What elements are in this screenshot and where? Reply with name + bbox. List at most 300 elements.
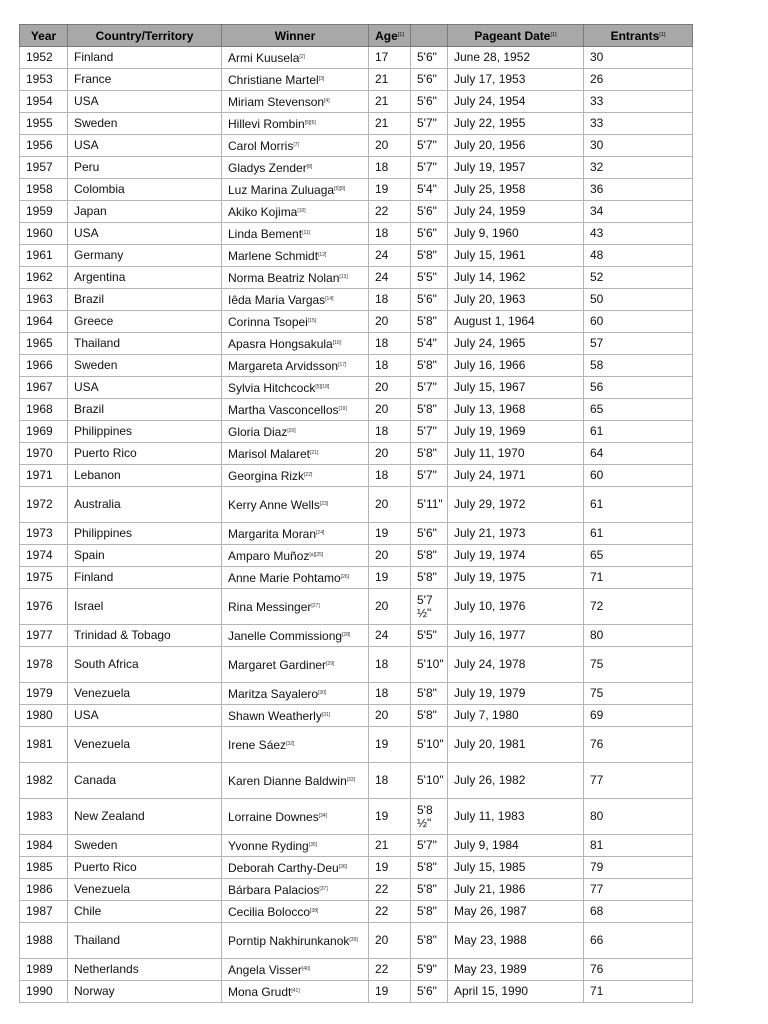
cell-country: Norway (68, 981, 222, 1003)
cell-winner: Akiko Kojima[10] (222, 201, 369, 223)
cell-year: 1953 (20, 69, 68, 91)
cell-year: 1971 (20, 465, 68, 487)
cell-age: 20 (369, 487, 411, 523)
citation-ref[interactable]: [19] (338, 405, 347, 412)
cell-entrants: 58 (584, 355, 693, 377)
cell-winner: Kerry Anne Wells[23] (222, 487, 369, 523)
cell-entrants: 33 (584, 113, 693, 135)
citation-ref[interactable]: [37] (319, 885, 328, 892)
citation-ref[interactable]: [15] (307, 317, 317, 324)
cell-entrants: 71 (584, 981, 693, 1003)
cell-pageant-date: July 14, 1962 (448, 267, 584, 289)
cell-pageant-date: July 20, 1963 (448, 289, 584, 311)
cell-country: Australia (68, 487, 222, 523)
cell-winner: Gloria Diaz[20] (222, 421, 369, 443)
table-row (20, 267, 693, 289)
citation-ref[interactable]: [22] (304, 471, 313, 478)
citation-ref[interactable]: [23] (319, 500, 329, 507)
table-row (20, 959, 693, 981)
cell-country: Lebanon (68, 465, 222, 487)
cell-winner: Hillevi Rombin[5][6] (222, 113, 369, 135)
table-row (20, 763, 693, 799)
cell-height: 5'10" (411, 647, 448, 683)
cell-pageant-date: July 25, 1958 (448, 179, 584, 201)
table-row (20, 355, 693, 377)
cell-age: 20 (369, 443, 411, 465)
table-row (20, 443, 693, 465)
citation-ref[interactable]: [41] (291, 987, 300, 994)
cell-height: 5'8" (411, 705, 448, 727)
cell-pageant-date: May 23, 1989 (448, 959, 584, 981)
cell-country: Brazil (68, 289, 222, 311)
header-entrants: Entrants[1] (584, 25, 693, 47)
cell-pageant-date: May 23, 1988 (448, 923, 584, 959)
cell-country: Greece (68, 311, 222, 333)
table-row (20, 91, 693, 113)
cell-winner: Margarita Moran[24] (222, 523, 369, 545)
table-row (20, 523, 693, 545)
cell-country: Sweden (68, 835, 222, 857)
cell-pageant-date: July 19, 1974 (448, 545, 584, 567)
cell-winner: Margaret Gardiner[29] (222, 647, 369, 683)
cell-winner: Irene Sáez[32] (222, 727, 369, 763)
cell-country: Peru (68, 157, 222, 179)
cell-height: 5'7" (411, 135, 448, 157)
cell-winner: Luz Marina Zuluaga[5][9] (222, 179, 369, 201)
cell-country: Germany (68, 245, 222, 267)
cell-country: Brazil (68, 399, 222, 421)
cell-entrants: 80 (584, 799, 693, 835)
cell-country: Israel (68, 589, 222, 625)
cell-country: Chile (68, 901, 222, 923)
cell-age: 18 (369, 465, 411, 487)
citation-ref[interactable]: [5][18] (315, 383, 330, 390)
cell-height: 5'6" (411, 523, 448, 545)
cell-height: 5'5" (411, 267, 448, 289)
cell-entrants: 71 (584, 567, 693, 589)
cell-entrants: 56 (584, 377, 693, 399)
header-pageant-date: Pageant Date[1] (448, 25, 584, 47)
cell-pageant-date: July 15, 1967 (448, 377, 584, 399)
cell-entrants: 80 (584, 625, 693, 647)
cell-height: 5'8" (411, 399, 448, 421)
citation-ref[interactable]: [34] (318, 812, 328, 819)
table-row (20, 223, 693, 245)
table-row (20, 289, 693, 311)
citation-ref[interactable]: [16] (332, 339, 342, 346)
cell-entrants: 48 (584, 245, 693, 267)
cell-entrants: 33 (584, 91, 693, 113)
table-row (20, 245, 693, 267)
cell-year: 1976 (20, 589, 68, 625)
cell-country: Spain (68, 545, 222, 567)
cell-pageant-date: July 26, 1982 (448, 763, 584, 799)
cell-height: 5'10" (411, 727, 448, 763)
cell-height: 5'7" (411, 465, 448, 487)
cell-height: 5'7 ½" (411, 589, 448, 625)
cell-country: USA (68, 135, 222, 157)
cell-year: 1962 (20, 267, 68, 289)
cell-country: Netherlands (68, 959, 222, 981)
cell-year: 1984 (20, 835, 68, 857)
table-row (20, 157, 693, 179)
cell-age: 18 (369, 355, 411, 377)
citation-ref[interactable]: [5][6] (304, 119, 316, 126)
cell-entrants: 68 (584, 901, 693, 923)
cell-pageant-date: May 26, 1987 (448, 901, 584, 923)
cell-height: 5'6" (411, 47, 448, 69)
winners-table (19, 24, 693, 1003)
cell-country: France (68, 69, 222, 91)
table-row (20, 545, 693, 567)
cell-age: 18 (369, 157, 411, 179)
citation-ref[interactable]: [2] (299, 53, 305, 60)
cell-winner: Deborah Carthy-Deu[36] (222, 857, 369, 879)
cell-country: New Zealand (68, 799, 222, 835)
table-row (20, 683, 693, 705)
cell-age: 20 (369, 135, 411, 157)
cell-year: 1983 (20, 799, 68, 835)
cell-height: 5'11" (411, 487, 448, 523)
table-row (20, 625, 693, 647)
cell-age: 22 (369, 879, 411, 901)
cell-pageant-date: July 20, 1981 (448, 727, 584, 763)
cell-year: 1963 (20, 289, 68, 311)
cell-entrants: 79 (584, 857, 693, 879)
cell-age: 20 (369, 545, 411, 567)
cell-age: 21 (369, 113, 411, 135)
cell-country: Venezuela (68, 879, 222, 901)
cell-country: Puerto Rico (68, 443, 222, 465)
cell-winner: Cecilia Bolocco[38] (222, 901, 369, 923)
cell-country: Colombia (68, 179, 222, 201)
cell-height: 5'7" (411, 113, 448, 135)
cell-winner: Porntip Nakhirunkanok[39] (222, 923, 369, 959)
citation-ref[interactable]: [10] (297, 207, 306, 214)
cell-entrants: 50 (584, 289, 693, 311)
cell-pageant-date: July 10, 1976 (448, 589, 584, 625)
cell-year: 1967 (20, 377, 68, 399)
table-row (20, 901, 693, 923)
cell-entrants: 69 (584, 705, 693, 727)
cell-pageant-date: July 13, 1968 (448, 399, 584, 421)
cell-entrants: 32 (584, 157, 693, 179)
cell-age: 19 (369, 523, 411, 545)
cell-pageant-date: July 11, 1983 (448, 799, 584, 835)
cell-entrants: 75 (584, 683, 693, 705)
cell-entrants: 77 (584, 879, 693, 901)
cell-pageant-date: July 15, 1985 (448, 857, 584, 879)
cell-entrants: 34 (584, 201, 693, 223)
cell-age: 24 (369, 267, 411, 289)
cell-height: 5'8" (411, 857, 448, 879)
cell-age: 19 (369, 727, 411, 763)
citation-ref[interactable]: [3] (318, 75, 325, 82)
cell-pageant-date: July 20, 1956 (448, 135, 584, 157)
citation-ref[interactable]: [26] (340, 573, 350, 580)
table-row (20, 399, 693, 421)
cell-pageant-date: July 19, 1975 (448, 567, 584, 589)
cell-winner: Janelle Commissiong[28] (222, 625, 369, 647)
cell-country: Finland (68, 567, 222, 589)
cell-height: 5'8 ½" (411, 799, 448, 835)
table-row (20, 333, 693, 355)
cell-height: 5'4" (411, 179, 448, 201)
citation-ref[interactable]: [5][9] (334, 185, 346, 192)
cell-winner: Marlene Schmidt[12] (222, 245, 369, 267)
citation-ref[interactable]: [36] (338, 863, 348, 870)
cell-height: 5'8" (411, 355, 448, 377)
cell-pageant-date: July 15, 1961 (448, 245, 584, 267)
table-row (20, 647, 693, 683)
table-row (20, 589, 693, 625)
cell-year: 1989 (20, 959, 68, 981)
cell-age: 20 (369, 311, 411, 333)
cell-pageant-date: July 9, 1984 (448, 835, 584, 857)
cell-winner: Apasra Hongsakula[16] (222, 333, 369, 355)
citation-ref[interactable]: [38] (310, 907, 319, 914)
citation-ref[interactable]: [28] (342, 631, 351, 638)
cell-age: 18 (369, 763, 411, 799)
citation-ref[interactable]: [12] (318, 251, 327, 258)
cell-country: Venezuela (68, 683, 222, 705)
cell-year: 1990 (20, 981, 68, 1003)
header-height (411, 25, 448, 47)
cell-height: 5'8" (411, 311, 448, 333)
cell-height: 5'7" (411, 157, 448, 179)
cell-country: Trinidad & Tobago (68, 625, 222, 647)
citation-ref[interactable]: [39] (349, 936, 358, 943)
cell-year: 1970 (20, 443, 68, 465)
table-body (20, 47, 693, 1003)
cell-entrants: 76 (584, 727, 693, 763)
citation-ref[interactable]: [17] (338, 361, 347, 368)
table-row (20, 567, 693, 589)
cell-entrants: 76 (584, 959, 693, 981)
cell-entrants: 77 (584, 763, 693, 799)
cell-country: USA (68, 223, 222, 245)
cell-pageant-date: July 21, 1973 (448, 523, 584, 545)
cell-entrants: 60 (584, 465, 693, 487)
table-row (20, 47, 693, 69)
cell-country: Finland (68, 47, 222, 69)
cell-age: 19 (369, 857, 411, 879)
cell-winner: Angela Visser[40] (222, 959, 369, 981)
cell-pageant-date: July 24, 1965 (448, 333, 584, 355)
cell-height: 5'7" (411, 835, 448, 857)
cell-year: 1982 (20, 763, 68, 799)
cell-entrants: 72 (584, 589, 693, 625)
cell-pageant-date: April 15, 1990 (448, 981, 584, 1003)
cell-pageant-date: July 19, 1957 (448, 157, 584, 179)
cell-country: Argentina (68, 267, 222, 289)
cell-height: 5'9" (411, 959, 448, 981)
header-age: Age[1] (369, 25, 411, 47)
cell-year: 1987 (20, 901, 68, 923)
cell-year: 1952 (20, 47, 68, 69)
citation-ref[interactable]: [32] (286, 740, 295, 747)
header-country: Country/Territory (68, 25, 222, 47)
cell-height: 5'6" (411, 981, 448, 1003)
cell-year: 1955 (20, 113, 68, 135)
cell-pageant-date: July 21, 1986 (448, 879, 584, 901)
cell-winner: Maritza Sayalero[30] (222, 683, 369, 705)
cell-year: 1954 (20, 91, 68, 113)
cell-year: 1988 (20, 923, 68, 959)
cell-age: 18 (369, 289, 411, 311)
table-row (20, 421, 693, 443)
cell-entrants: 65 (584, 399, 693, 421)
cell-country: Sweden (68, 355, 222, 377)
cell-country: Sweden (68, 113, 222, 135)
cell-year: 1978 (20, 647, 68, 683)
header-row (20, 25, 693, 47)
cell-year: 1975 (20, 567, 68, 589)
table-row (20, 879, 693, 901)
cell-age: 19 (369, 179, 411, 201)
cell-pageant-date: July 11, 1970 (448, 443, 584, 465)
cell-year: 1969 (20, 421, 68, 443)
cell-winner: Yvonne Ryding[35] (222, 835, 369, 857)
citation-ref[interactable]: [7] (293, 141, 299, 148)
cell-winner: Miriam Stevenson[4] (222, 91, 369, 113)
cell-country: South Africa (68, 647, 222, 683)
header-year: Year (20, 25, 68, 47)
cell-pageant-date: July 24, 1954 (448, 91, 584, 113)
cell-country: USA (68, 91, 222, 113)
citation-ref[interactable]: [21] (310, 449, 319, 456)
cell-winner: Corinna Tsopei[15] (222, 311, 369, 333)
cell-country: Philippines (68, 523, 222, 545)
cell-year: 1957 (20, 157, 68, 179)
cell-height: 5'6" (411, 223, 448, 245)
cell-age: 18 (369, 647, 411, 683)
cell-height: 5'7" (411, 421, 448, 443)
cell-age: 19 (369, 981, 411, 1003)
cell-age: 22 (369, 959, 411, 981)
cell-entrants: 61 (584, 487, 693, 523)
citation-ref[interactable]: [31] (321, 711, 331, 718)
cell-height: 5'6" (411, 91, 448, 113)
cell-age: 21 (369, 69, 411, 91)
citation-ref[interactable]: [24] (316, 529, 325, 536)
cell-pageant-date: July 24, 1959 (448, 201, 584, 223)
cell-year: 1956 (20, 135, 68, 157)
cell-winner: Gladys Zender[8] (222, 157, 369, 179)
cell-year: 1985 (20, 857, 68, 879)
cell-entrants: 64 (584, 443, 693, 465)
cell-entrants: 60 (584, 311, 693, 333)
cell-country: Puerto Rico (68, 857, 222, 879)
citation-ref[interactable]: [20] (287, 427, 296, 434)
cell-winner: Marisol Malaret[21] (222, 443, 369, 465)
table-row (20, 981, 693, 1003)
citation-ref[interactable]: [27] (311, 602, 320, 609)
cell-winner: Martha Vasconcellos[19] (222, 399, 369, 421)
cell-country: Japan (68, 201, 222, 223)
table-row (20, 857, 693, 879)
cell-entrants: 81 (584, 835, 693, 857)
citation-ref[interactable]: [33] (346, 776, 356, 783)
citation-ref[interactable]: [29] (326, 660, 335, 667)
table-row (20, 113, 693, 135)
cell-height: 5'5" (411, 625, 448, 647)
cell-age: 22 (369, 201, 411, 223)
cell-year: 1958 (20, 179, 68, 201)
cell-country: Philippines (68, 421, 222, 443)
cell-age: 18 (369, 333, 411, 355)
cell-winner: Linda Bement[11] (222, 223, 369, 245)
cell-pageant-date: July 7, 1980 (448, 705, 584, 727)
citation-ref[interactable]: [40] (301, 965, 311, 972)
cell-height: 5'6" (411, 289, 448, 311)
cell-year: 1966 (20, 355, 68, 377)
cell-age: 20 (369, 377, 411, 399)
table-row (20, 69, 693, 91)
citation-ref[interactable]: [14] (325, 295, 334, 302)
cell-year: 1977 (20, 625, 68, 647)
citation-ref[interactable]: [4] (324, 97, 330, 104)
citation-ref[interactable]: [a][25] (309, 551, 324, 558)
cell-pageant-date: June 28, 1952 (448, 47, 584, 69)
citation-ref[interactable]: [8] (306, 163, 313, 170)
citation-ref[interactable]: [13] (339, 273, 348, 280)
cell-winner: Norma Beatriz Nolan[13] (222, 267, 369, 289)
citation-ref[interactable]: [30] (318, 689, 327, 696)
cell-height: 5'4" (411, 333, 448, 355)
cell-height: 5'6" (411, 69, 448, 91)
cell-country: Thailand (68, 923, 222, 959)
cell-country: USA (68, 377, 222, 399)
citation-ref[interactable]: [11] (302, 229, 311, 236)
table-row (20, 179, 693, 201)
cell-entrants: 26 (584, 69, 693, 91)
cell-age: 22 (369, 901, 411, 923)
cell-winner: Mona Grudt[41] (222, 981, 369, 1003)
cell-year: 1968 (20, 399, 68, 421)
cell-winner: Karen Dianne Baldwin[33] (222, 763, 369, 799)
cell-year: 1986 (20, 879, 68, 901)
cell-pageant-date: July 19, 1979 (448, 683, 584, 705)
cell-year: 1972 (20, 487, 68, 523)
table-row (20, 201, 693, 223)
cell-pageant-date: July 22, 1955 (448, 113, 584, 135)
cell-height: 5'10" (411, 763, 448, 799)
cell-age: 20 (369, 705, 411, 727)
cell-year: 1960 (20, 223, 68, 245)
cell-pageant-date: July 17, 1953 (448, 69, 584, 91)
cell-pageant-date: July 19, 1969 (448, 421, 584, 443)
table-row (20, 465, 693, 487)
cell-country: Venezuela (68, 727, 222, 763)
cell-pageant-date: July 16, 1977 (448, 625, 584, 647)
cell-age: 18 (369, 683, 411, 705)
cell-pageant-date: July 24, 1971 (448, 465, 584, 487)
header-winner: Winner (222, 25, 369, 47)
citation-ref[interactable]: [35] (308, 841, 318, 848)
cell-age: 20 (369, 589, 411, 625)
cell-pageant-date: July 9, 1960 (448, 223, 584, 245)
cell-height: 5'8" (411, 245, 448, 267)
cell-pageant-date: July 16, 1966 (448, 355, 584, 377)
cell-entrants: 75 (584, 647, 693, 683)
cell-year: 1961 (20, 245, 68, 267)
cell-entrants: 52 (584, 267, 693, 289)
cell-age: 24 (369, 245, 411, 267)
cell-entrants: 30 (584, 47, 693, 69)
cell-winner: Amparo Muñoz[a][25] (222, 545, 369, 567)
cell-winner: Lorraine Downes[34] (222, 799, 369, 835)
